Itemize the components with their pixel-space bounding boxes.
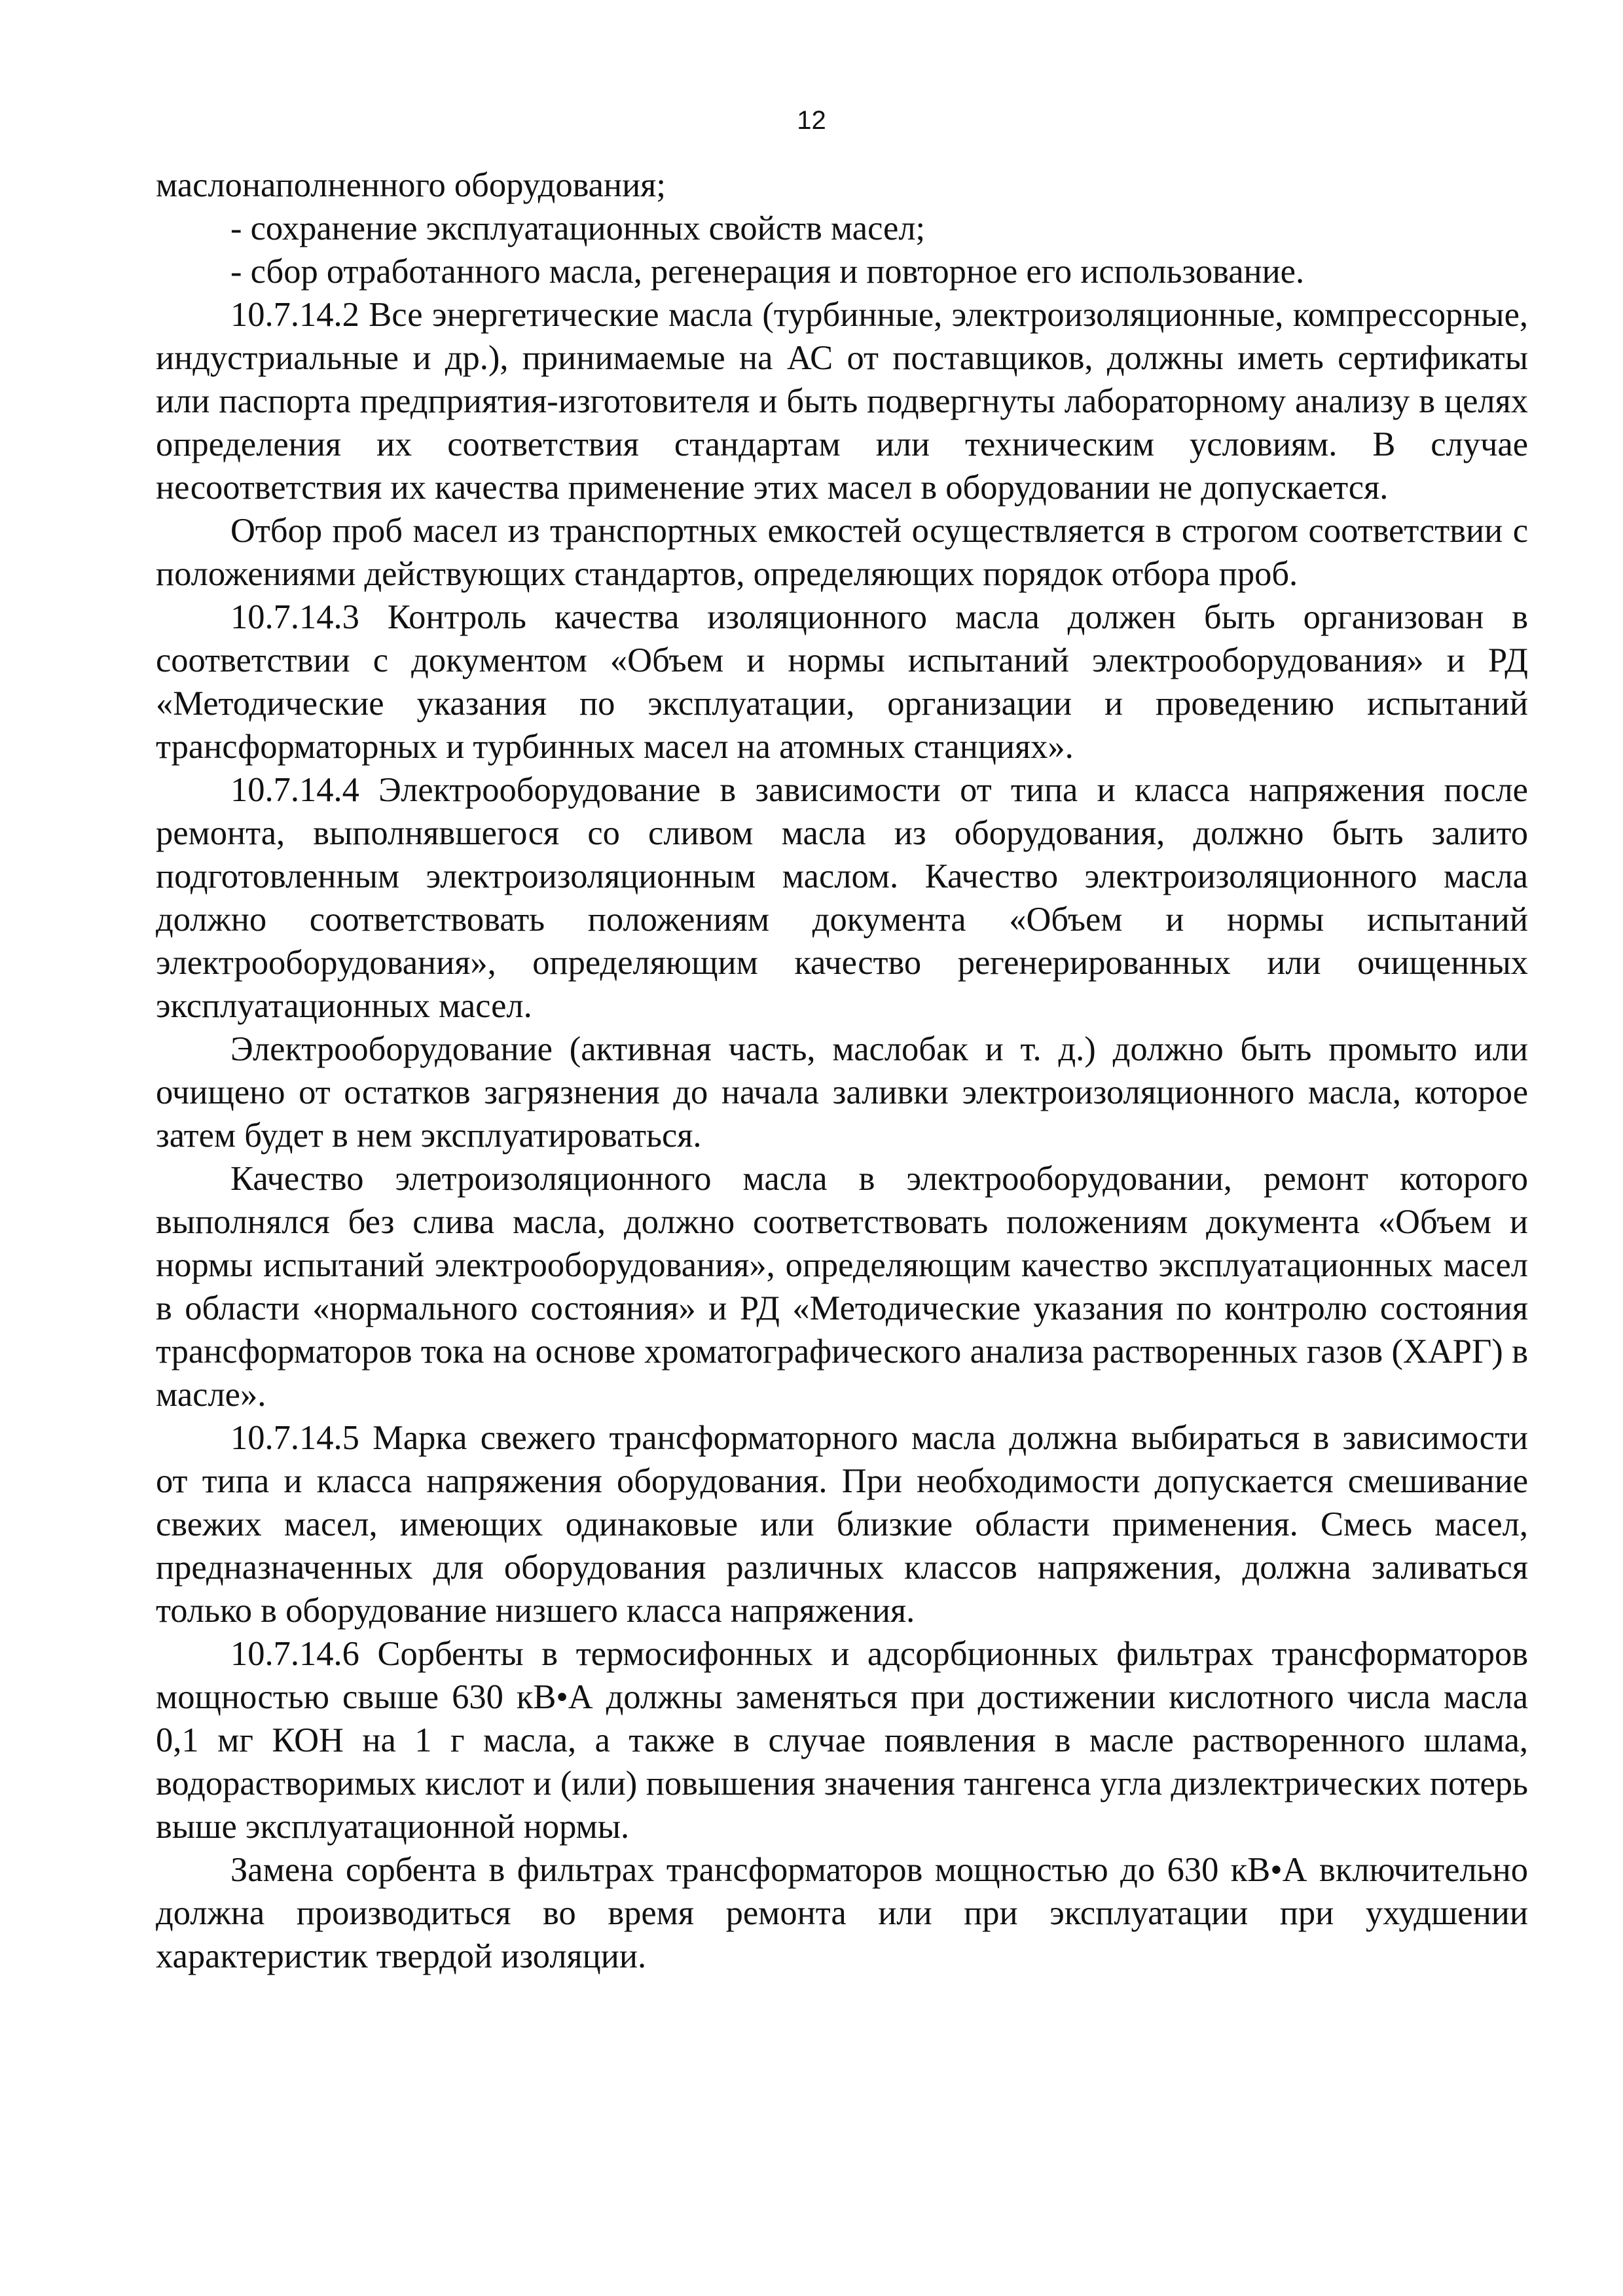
- document-body: [156, 164, 1528, 1978]
- clause-10-7-14-4: 10.7.14.4 Электрооборудование в зависимости от типа и класса напряжения после ремонта, выполнявшегося со сливом масла из оборудования, должно быть залито подготовленным электроизоляционным маслом. Качество электроизоляционного масла должно соответствовать положениям документа «Объем и нормы испытаний электрооборудования», определяющим качество регенерированных или очищенных эксплуатационных масел.: [156, 771, 1528, 1025]
- clause-10-7-14-3: 10.7.14.3 Контроль качества изоляционного масла должен быть организован в соответствии с документом «Объем и нормы испытаний электрооборудования» и РД «Методические указания по эксплуатации, организации и проведению испытаний трансформаторных и турбинных масел на атомных станциях».: [156, 598, 1528, 766]
- paragraph-sorbent-replacement: Замена сорбента в фильтрах трансформаторов мощностью до 630 кВ•А включительно должна производиться во время ремонта или при эксплуатации при ухудшении характеристик твердой изоляции.: [156, 1851, 1528, 1975]
- clause-10-7-14-2: 10.7.14.2 Все энергетические масла (турбинные, электроизоляционные, компрессорные, индустриальные и др.), принимаемые на АС от поставщиков, должны иметь сертификаты или паспорта предприятия-изготовителя и быть подвергнуты лабораторному анализу в целях определения их соответствия стандартам или техническим условиям. В случае несоответствия их качества применение этих масел в оборудовании не допускается.: [156, 296, 1528, 507]
- paragraph-oil-equipment: маслонаполненного оборудования;: [156, 166, 666, 204]
- page-number: 12: [797, 106, 826, 135]
- paragraph-sampling: Отбор проб масел из транспортных емкостей осуществляется в строгом соответствии с положениями действующих стандартов, определяющих порядок отбора проб.: [156, 512, 1528, 593]
- list-item-oil-properties: - сохранение эксплуатационных свойств масел;: [230, 209, 926, 247]
- list-item-oil-regeneration: - сбор отработанного масла, регенерация и повторное его использование.: [230, 253, 1305, 291]
- clause-10-7-14-6: 10.7.14.6 Сорбенты в термосифонных и адсорбционных фильтрах трансформаторов мощностью свыше 630 кВ•А должны заменяться при достижении кислотного числа масла 0,1 мг КОН на 1 г масла, а также в случае появления в масле растворенного шлама, водорастворимых кислот и (или) повышения значения тангенса угла дизлектрических потерь выше эксплуатационной нормы.: [156, 1635, 1528, 1846]
- clause-10-7-14-5: 10.7.14.5 Марка свежего трансформаторного масла должна выбираться в зависимости от типа и класса напряжения оборудования. При необходимости допускается смешивание свежих масел, имеющих одинаковые или близкие области применения. Смесь масел, предназначенных для оборудования различных классов напряжения, должна заливаться только в оборудование низшего класса напряжения.: [156, 1419, 1528, 1630]
- paragraph-oil-quality: Качество элетроизоляционного масла в электрооборудовании, ремонт которого выполнялся без слива масла, должно соответствовать положениям документа «Объем и нормы испытаний электрооборудования», определяющим качество эксплуатационных масел в области «нормального состояния» и РД «Методические указания по контролю состояния трансформаторов тока на основе хроматографического анализа растворенных газов (ХАРГ) в масле».: [156, 1160, 1528, 1414]
- paragraph-equipment-cleaning: Электрооборудование (активная часть, маслобак и т. д.) должно быть промыто или очищено от остатков загрязнения до начала заливки электроизоляционного масла, которое затем будет в нем эксплуатироваться.: [156, 1030, 1528, 1155]
